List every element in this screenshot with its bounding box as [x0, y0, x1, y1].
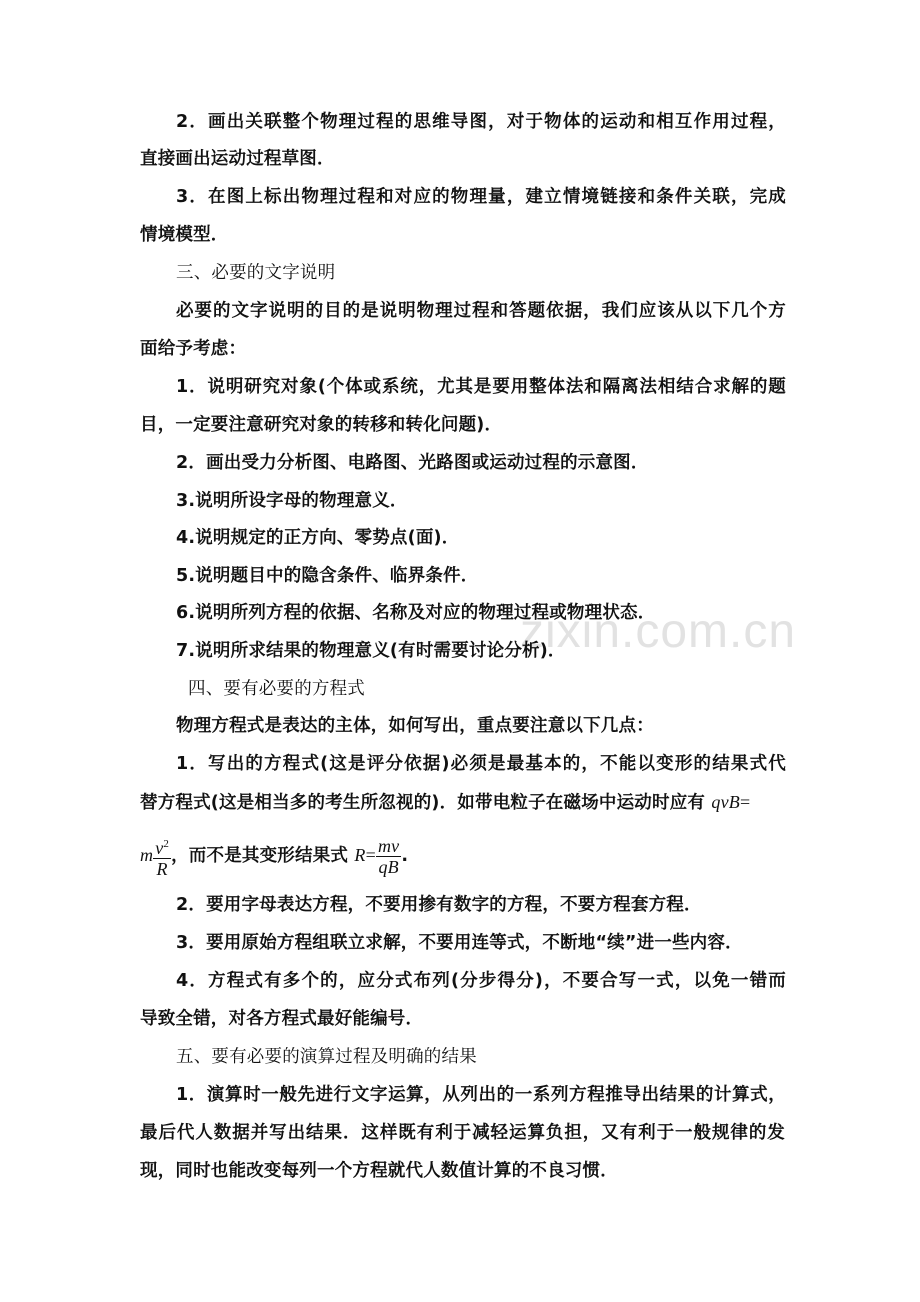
section-4-intro: 物理方程式是表达的主体，如何写出，重点要注意以下几点：	[176, 716, 654, 736]
item-2: 2．画出受力分析图、电路图、光路图或运动过程的示意图．	[176, 453, 649, 473]
equation-qvB: qvB	[711, 792, 740, 812]
paragraph-2-line-2: 直接画出运动过程草图．	[140, 149, 335, 169]
paragraph-2-line-1: 2．画出关联整个物理过程的思维导图，对于物体的运动和相互作用过程，	[176, 112, 786, 132]
equation-item-1-line-1: 1．写出的方程式(这是评分依据)必须是最基本的，不能以变形的结果式代	[176, 754, 786, 774]
fraction-2-numerator: mv	[377, 835, 400, 856]
equals-sign: =	[739, 792, 751, 812]
paragraph-3-line-2: 情境模型．	[140, 225, 229, 245]
item-3: 3.说明所设字母的物理意义．	[176, 491, 408, 511]
section-3-intro-line-2: 面给予考虑：	[140, 339, 247, 359]
section-3-intro-line-1: 必要的文字说明的目的是说明物理过程和答题依据，我们应该从以下几个方	[176, 301, 786, 321]
equation-item-4-line-1: 4．方程式有多个的，应分式布列(分步得分)，不要合写一式，以免一错而	[176, 971, 786, 991]
math-R: R	[354, 845, 366, 865]
section-heading-3: 三、必要的文字说明	[176, 263, 336, 283]
equation-item-4-line-2: 导致全错，对各方程式最好能编号．	[140, 1009, 424, 1029]
equals-sign-2: =	[365, 845, 376, 865]
calculation-item-1-line-3: 现，同时也能改变每列一个方程就代人数值计算的不良习惯．	[140, 1161, 618, 1181]
equation-item-2: 2．要用字母表达方程，不要用掺有数字的方程，不要方程套方程．	[176, 895, 702, 915]
fraction-2-denominator: qB	[378, 856, 399, 877]
paragraph-3-line-1: 3．在图上标出物理过程和对应的物理量，建立情境链接和条件关联，完成	[176, 187, 786, 207]
calculation-item-1-line-1: 1．演算时一般先进行文字运算，从列出的一系列方程推导出结果的计算式，	[176, 1085, 786, 1105]
watermark: zixin.com.cn	[520, 605, 797, 658]
equation-item-3: 3．要用原始方程组联立求解，不要用连等式，不断地“续”进一些内容．	[176, 933, 743, 953]
item-4: 4.说明规定的正方向、零势点(面)．	[176, 528, 460, 548]
item-5: 5.说明题目中的隐含条件、临界条件．	[176, 566, 479, 586]
equation-item-1-line-3	[140, 830, 785, 880]
equation-item-1-line-2	[140, 790, 785, 815]
equation-item-1-mid-text: ，而不是其变形结果式	[171, 846, 349, 866]
item-1-line-1: 1．说明研究对象(个体或系统，尤其是要用整体法和隔离法相结合求解的题	[176, 377, 786, 397]
fraction-mv-over-qB	[376, 836, 401, 877]
fraction-1-numerator: v	[155, 837, 164, 858]
equation-item-1-text: 替方程式(这是相当多的考生所忽视的)．如带电粒子在磁场中运动时应有	[140, 793, 706, 813]
fraction-v2-over-R	[153, 834, 171, 879]
item-7: 7.说明所求结果的物理意义(有时需要讨论分析)．	[176, 641, 566, 661]
section-heading-4: 四、要有必要的方程式	[188, 679, 365, 699]
calculation-item-1-line-2: 最后代人数据并写出结果．这样既有利于减轻运算负担，又有利于一般规律的发	[140, 1123, 785, 1143]
math-m: m	[140, 845, 154, 865]
item-1-line-2: 目，一定要注意研究对象的转移和转化问题)．	[140, 415, 503, 435]
fraction-1-denominator: R	[156, 858, 168, 879]
period: .	[401, 846, 409, 866]
fraction-1-exponent: 2	[163, 837, 170, 850]
section-heading-5: 五、要有必要的演算过程及明确的结果	[176, 1047, 477, 1067]
item-6: 6.说明所列方程的依据、名称及对应的物理过程或物理状态．	[176, 603, 656, 623]
